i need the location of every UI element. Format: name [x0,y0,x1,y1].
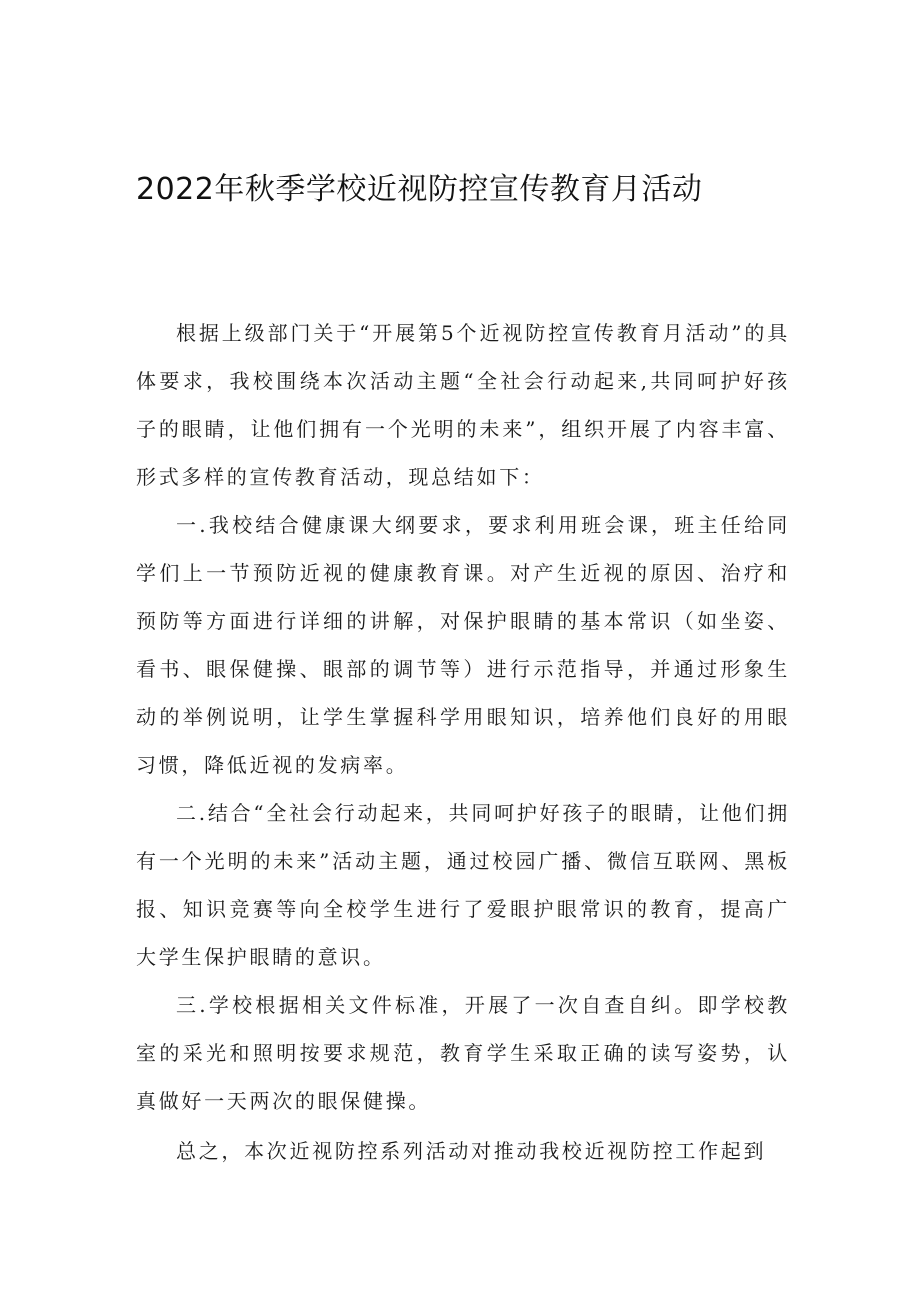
paragraph-item-2: 二.结合“全社会行动起来，共同呵护好孩子的眼睛，让他们拥有一个光明的未来”活动主题，通过校园广播、微信互联网、黑板报、知识竞赛等向全校学生进行了爱眼护眼常识的教育，提高广大学生保护眼睛的意识。 [136,801,790,969]
document-body [136,309,790,1175]
paragraph-item-3: 三.学校根据相关文件标准，开展了一次自查自纠。即学校教室的采光和照明按要求规范，教育学生采取正确的读写姿势，认真做好一天两次的眼保健操。 [136,993,790,1113]
paragraph-summary: 总之，本次近视防控系列活动对推动我校近视防控工作起到 [176,1139,767,1163]
document-title: 2022年秋季学校近视防控宣传教育月活动 [136,172,703,207]
paragraph-item-1: 一.我校结合健康课大纲要求，要求利用班会课，班主任给同学们上一节预防近视的健康教育课。对产生近视的原因、治疗和预防等方面进行详细的讲解，对保护眼睛的基本常识（如坐姿、看书、眼保健操、眼部的调节等）进行示范指导，并通过形象生动的举例说明，让学生掌握科学用眼知识，培养他们良好的用眼习惯，降低近视的发病率。 [136,513,790,777]
paragraph-intro: 根据上级部门关于“开展第5个近视防控宣传教育月活动”的具体要求，我校围绕本次活动主题“全社会行动起来,共同呵护好孩子的眼睛，让他们拥有一个光明的未来”，组织开展了内容丰富、形式多样的宣传教育活动，现总结如下： [136,321,790,489]
